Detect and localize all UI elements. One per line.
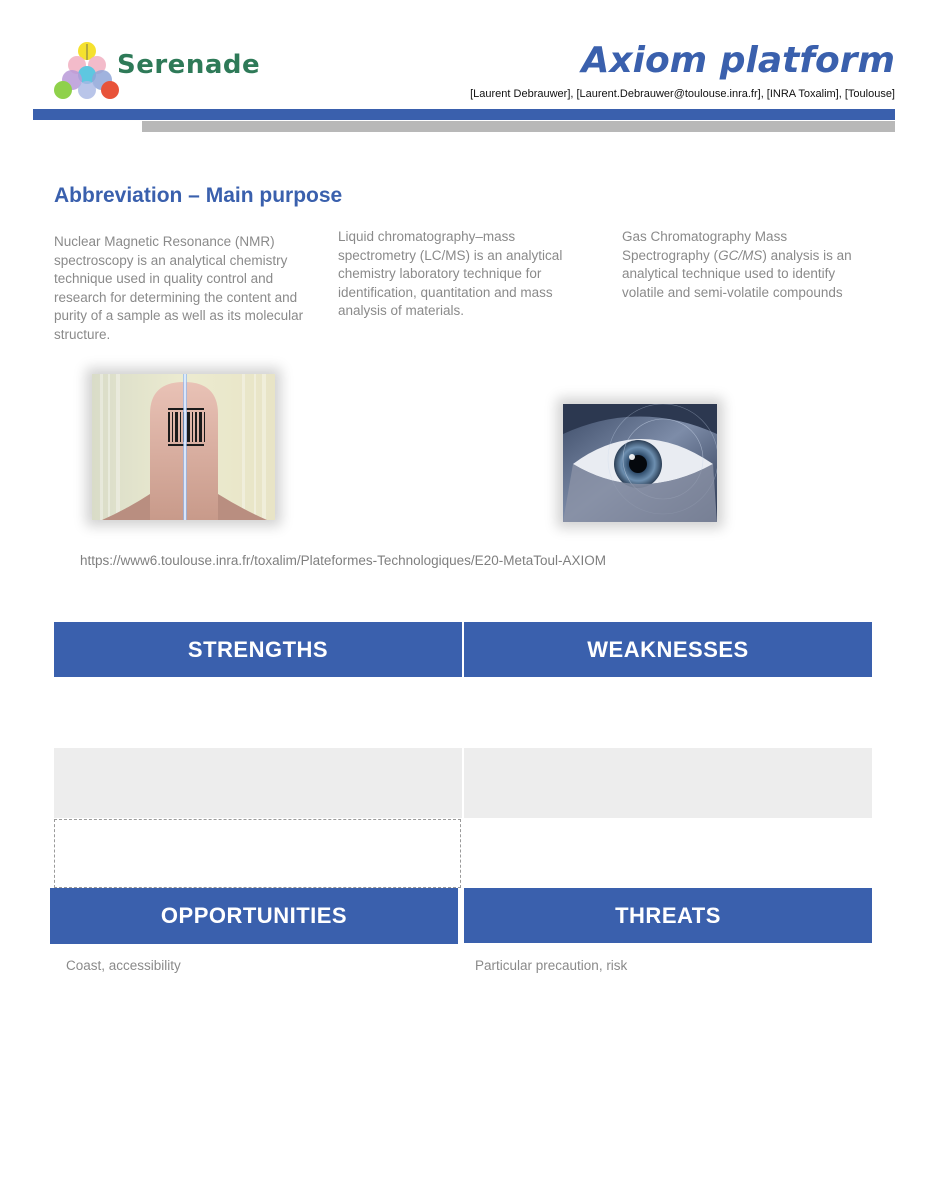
opportunities-header: OPPORTUNITIES (50, 888, 458, 944)
section-heading: Abbreviation – Main purpose (54, 184, 343, 207)
platform-url: https://www6.toulouse.inra.fr/toxalim/Plateformes-Technologiques/E20-MetaToul-AXIOM (80, 553, 606, 568)
fingerprint-barcode-image (92, 374, 275, 520)
page-title: Axiom platform (581, 40, 895, 81)
nmr-description: Nuclear Magnetic Resonance (NMR) spectroscopy is an analytical chemistry technique used in quality control and research for determining the content and purity of a sample as well as its molecular structure. (54, 234, 304, 342)
lcms-description: Liquid chromatography–mass spectrometry (LC/MS) is an analytical chemistry laboratory technique for identification, quantitation and mass analysis of materials. (338, 229, 563, 318)
strengths-cell (54, 748, 462, 818)
strengths-empty-cell (54, 819, 461, 888)
logo-text: Serenade (117, 50, 261, 80)
gcms-description: Gas Chromatography Mass Spectrography (GC/MS) analysis is an analytical technique used to identify volatile and semi-volatile compounds (622, 229, 852, 300)
threats-text: Particular precaution, risk (475, 958, 628, 973)
eye-scan-image (563, 404, 717, 522)
logo-circles-icon (50, 40, 120, 104)
header-divider-gray (142, 121, 895, 132)
strengths-header: STRENGTHS (54, 622, 462, 677)
header-divider-blue (33, 109, 895, 120)
weaknesses-cell (464, 748, 872, 818)
opportunities-text: Coast, accessibility (66, 958, 181, 973)
contact-line: [Laurent Debrauwer], [Laurent.Debrauwer@toulouse.inra.fr], [INRA Toxalim], [Toulouse] (470, 88, 895, 100)
weaknesses-header: WEAKNESSES (464, 622, 872, 677)
threats-header: THREATS (464, 888, 872, 943)
